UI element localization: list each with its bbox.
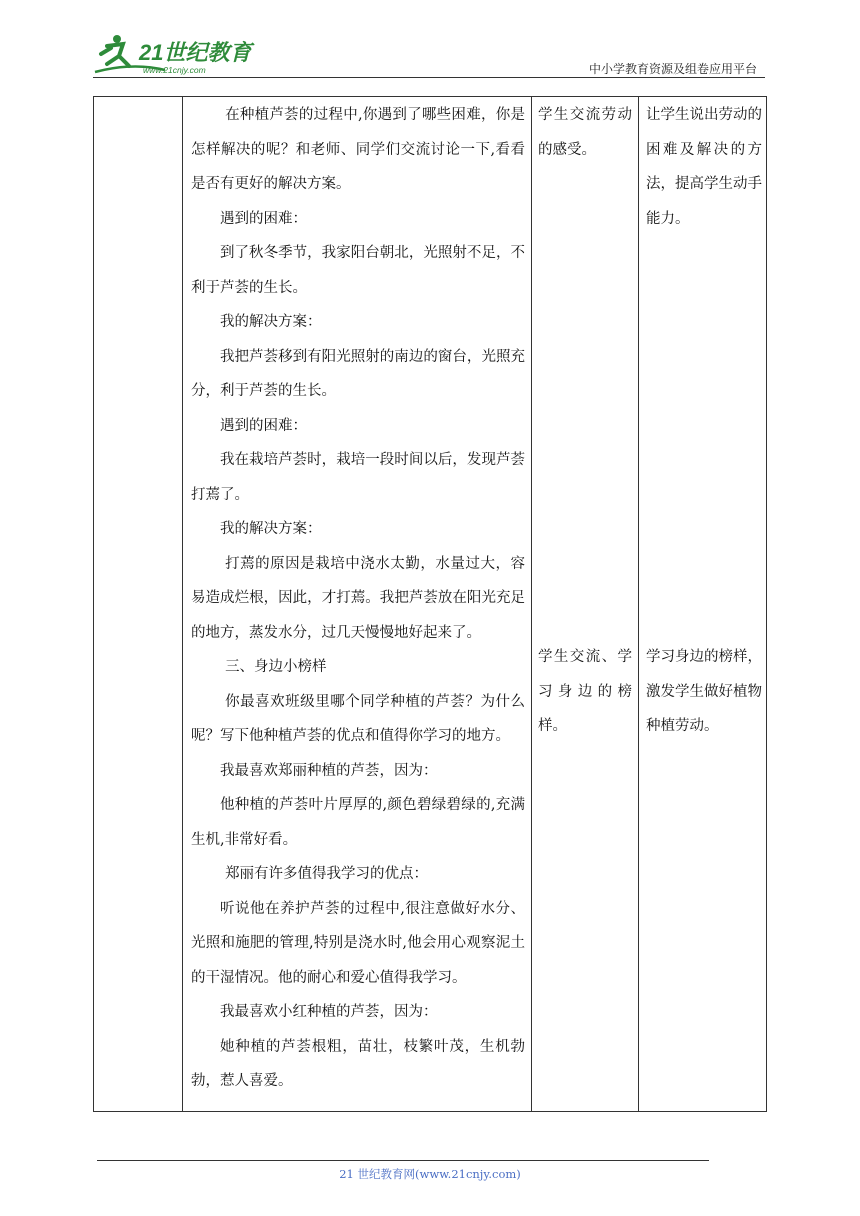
content-paragraph: 遇到的困难： — [220, 210, 307, 227]
logo-url: www.21cnjy.com — [143, 65, 206, 75]
platform-title: 中小学教育资源及组卷应用平台 — [588, 62, 757, 76]
content-paragraph: 打蔫的原因是栽培中浇水太勤，水量过大，容易造成烂根，因此，才打蔫。我把芦荟放在阳光充足的地方，蒸发水分，过几天慢慢地好起来了。 — [191, 555, 525, 641]
content-paragraph: 听说他在养护芦荟的过程中,很注意做好水分、光照和施肥的管理,特别是浇水时,他会用心观察泥土的干湿情况。他的耐心和爱心值得我学习。 — [191, 900, 525, 986]
column-divider — [182, 97, 183, 1111]
footer-text: 21 世纪教育网(www.21cnjy.com) — [339, 1167, 521, 1181]
content-paragraph: 在种植芦荟的过程中,你遇到了哪些困难，你是怎样解决的呢？和老师、同学们交流讨论一下,看看是否有更好的解决方案。 — [191, 107, 525, 192]
content-paragraph: 我最喜欢小红种植的芦荟，因为： — [220, 1004, 438, 1020]
page-header — [93, 30, 765, 78]
logo — [93, 32, 263, 76]
content-paragraph: 我的解决方案： — [220, 314, 322, 330]
teaching-content — [191, 98, 525, 1099]
content-paragraph: 郑丽有许多值得我学习的优点： — [225, 866, 429, 882]
design-intent-1: 让学生说出劳动的困难及解决的方法，提高学生动手能力。 — [646, 107, 762, 227]
lesson-table — [93, 96, 767, 1112]
content-paragraph: 她种植的芦荟根粗，苗壮，枝繁叶茂，生机勃勃，惹人喜爱。 — [191, 1038, 525, 1089]
design-intent-2: 学习身边的榜样，激发学生做好植物种植劳动。 — [646, 649, 762, 734]
column-divider — [638, 97, 639, 1111]
section-heading: 三、身边小榜样 — [225, 659, 327, 675]
content-paragraph: 到了秋冬季节，我家阳台朝北，光照射不足，不利于芦荟的生长。 — [191, 245, 525, 296]
content-paragraph: 我把芦荟移到有阳光照射的南边的窗台，光照充分，利于芦荟的生长。 — [191, 348, 525, 399]
student-activity-1: 学生交流劳动的感受。 — [538, 107, 632, 158]
content-paragraph: 他种植的芦荟叶片厚厚的,颜色碧绿碧绿的,充满生机,非常好看。 — [191, 797, 525, 848]
header-divider — [93, 77, 765, 78]
content-paragraph: 你最喜欢班级里哪个同学种植的芦荟？为什么呢？写下他种植芦荟的优点和值得你学习的地方。 — [191, 693, 525, 744]
column-divider — [531, 97, 532, 1111]
content-paragraph: 我的解决方案： — [220, 521, 322, 537]
student-activity-2: 学生交流、学习身边的榜样。 — [538, 649, 632, 734]
footer-divider — [97, 1160, 709, 1161]
content-paragraph: 遇到的困难： — [220, 417, 307, 434]
content-paragraph: 我最喜欢郑丽种植的芦荟，因为： — [220, 762, 438, 779]
logo-text: 21世纪教育 — [139, 40, 252, 65]
content-paragraph: 我在栽培芦荟时，栽培一段时间以后，发现芦荟打蔫了。 — [191, 452, 525, 503]
